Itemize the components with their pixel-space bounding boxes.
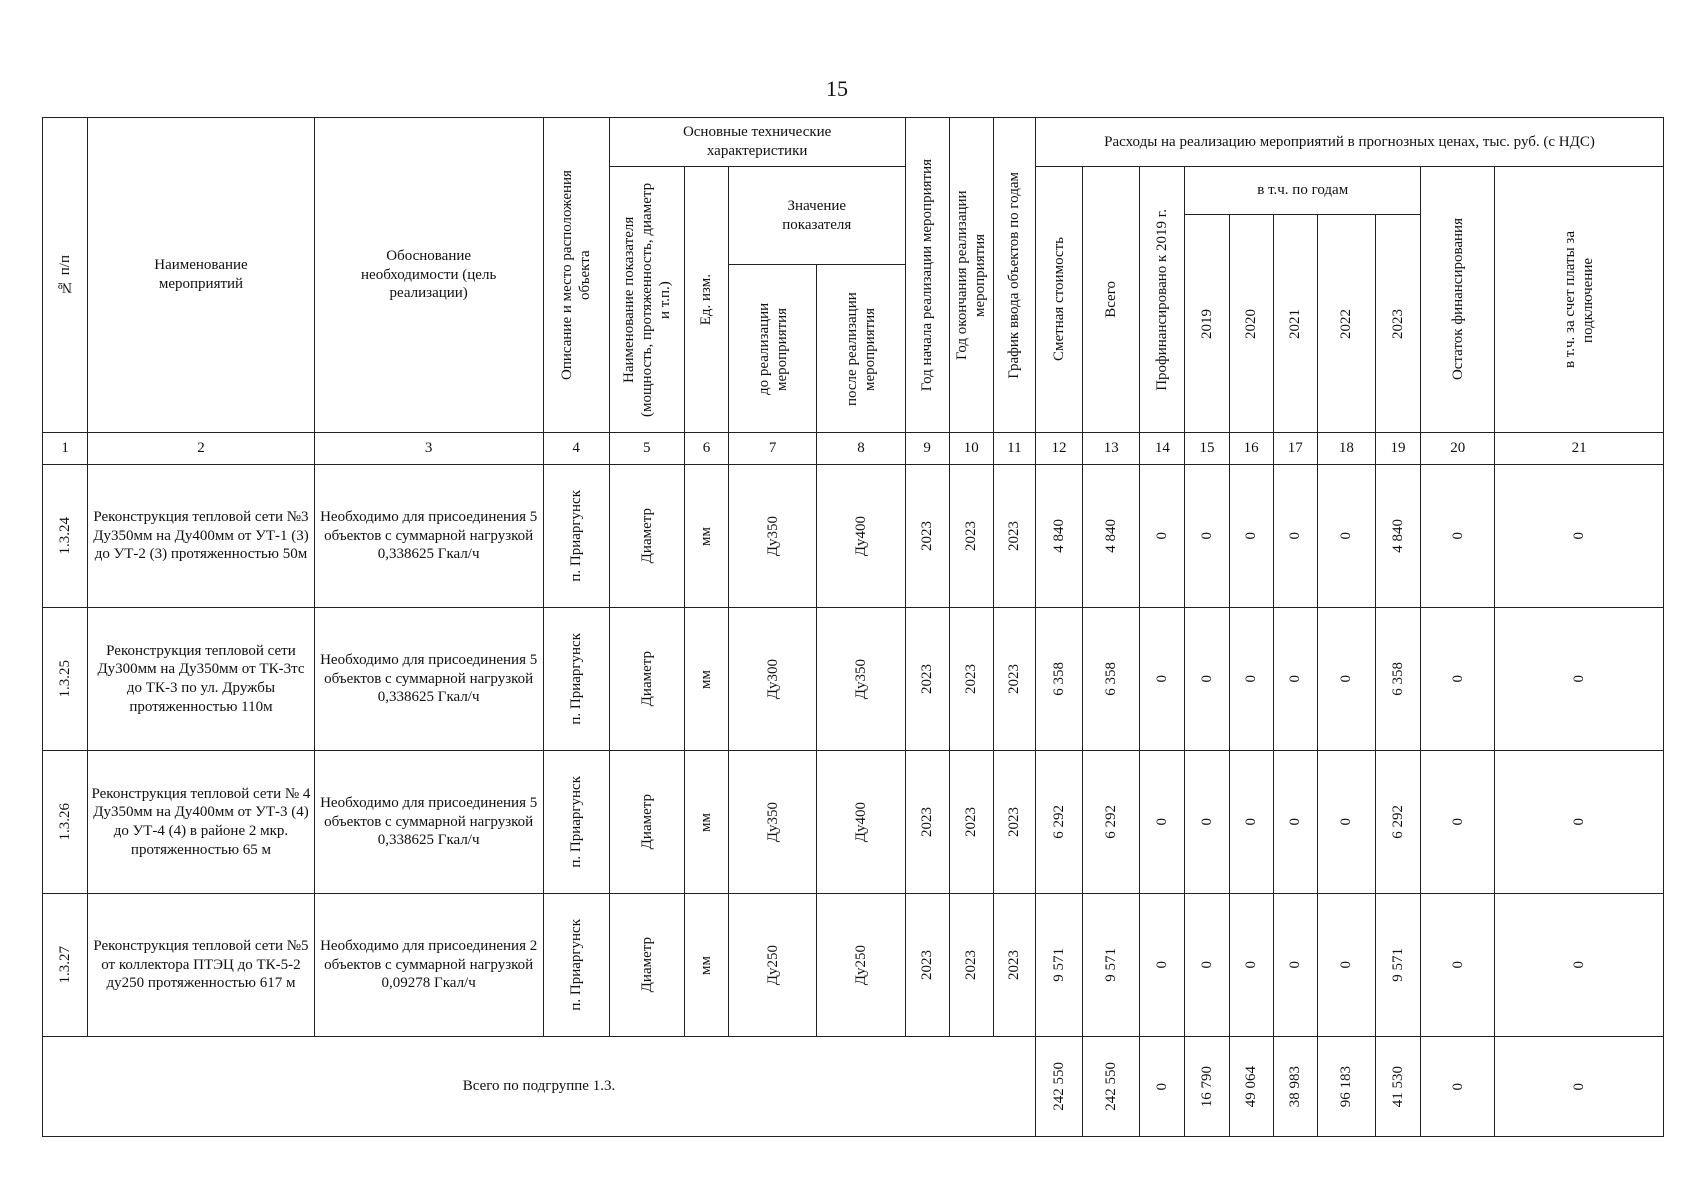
column-number: 15 <box>1185 433 1229 465</box>
total-total: 242 550 <box>1083 1037 1140 1137</box>
total-estimate: 242 550 <box>1035 1037 1082 1137</box>
location: п. Приаргунск <box>543 465 609 608</box>
total-connection-fee: 0 <box>1495 1037 1664 1137</box>
location: п. Приаргунск <box>543 608 609 751</box>
column-number: 3 <box>314 433 543 465</box>
column-number: 13 <box>1083 433 1140 465</box>
connection-fee: 0 <box>1495 894 1664 1037</box>
header-col-17: 2021 <box>1273 215 1317 433</box>
column-number: 19 <box>1375 433 1420 465</box>
indicator: Диаметр <box>609 608 684 751</box>
total-2019: 16 790 <box>1185 1037 1229 1137</box>
indicator: Диаметр <box>609 751 684 894</box>
column-number: 1 <box>43 433 88 465</box>
cost-2019: 0 <box>1185 608 1229 751</box>
total-cost: 4 840 <box>1083 465 1140 608</box>
indicator: Диаметр <box>609 465 684 608</box>
header-col-6: Ед. изм. <box>684 167 728 433</box>
measure-name: Реконструкция тепловой сети Ду300мм на Ду350мм от ТК-3тс до ТК-3 по ул. Дружбы протяженностью 110м <box>88 608 315 751</box>
table-row <box>43 751 1664 894</box>
header-col-3: Обоснование необходимости (цель реализации) <box>314 118 543 433</box>
row-number: 1.3.25 <box>43 608 88 751</box>
location: п. Приаргунск <box>543 894 609 1037</box>
header-value-group: Значение показателя <box>729 167 906 265</box>
cost-2021: 0 <box>1273 894 1317 1037</box>
value-after: Ду400 <box>817 465 905 608</box>
column-number: 5 <box>609 433 684 465</box>
measure-name: Реконструкция тепловой сети № 4 Ду350мм на Ду400мм от УТ-3 (4) до УТ-4 (4) в районе 2 мкр. протяженностью 65 м <box>88 751 315 894</box>
indicator: Диаметр <box>609 894 684 1037</box>
measure-reason: Необходимо для присоединения 5 объектов с суммарной нагрузкой 0,338625 Гкал/ч <box>314 608 543 751</box>
header-col-15: 2019 <box>1185 215 1229 433</box>
header-col-14: Профинансировано к 2019 г. <box>1140 167 1185 433</box>
schedule-year: 2023 <box>993 465 1035 608</box>
total-2022: 96 183 <box>1317 1037 1375 1137</box>
header-col-12: Сметная стоимость <box>1035 167 1082 433</box>
column-number: 11 <box>993 433 1035 465</box>
value-after: Ду250 <box>817 894 905 1037</box>
prefinanced: 0 <box>1140 608 1185 751</box>
cost-2020: 0 <box>1229 608 1273 751</box>
column-number: 9 <box>905 433 949 465</box>
cost-2021: 0 <box>1273 465 1317 608</box>
value-before: Ду300 <box>729 608 817 751</box>
page-number: 15 <box>826 76 848 101</box>
cost-2022: 0 <box>1317 465 1375 608</box>
measure-reason: Необходимо для присоединения 5 объектов с суммарной нагрузкой 0,338625 Гкал/ч <box>314 465 543 608</box>
prefinanced: 0 <box>1140 465 1185 608</box>
estimate-cost: 4 840 <box>1035 465 1082 608</box>
column-number: 18 <box>1317 433 1375 465</box>
column-number: 20 <box>1421 433 1495 465</box>
column-number: 8 <box>817 433 905 465</box>
header-cost-group: Расходы на реализацию мероприятий в прогнозных ценах, тыс. руб. (с НДС) <box>1035 118 1663 167</box>
value-after: Ду400 <box>817 751 905 894</box>
cost-2021: 0 <box>1273 751 1317 894</box>
total-2020: 49 064 <box>1229 1037 1273 1137</box>
cost-2020: 0 <box>1229 894 1273 1037</box>
cost-2021: 0 <box>1273 608 1317 751</box>
total-remainder: 0 <box>1421 1037 1495 1137</box>
column-number: 12 <box>1035 433 1082 465</box>
total-row <box>43 1037 1664 1137</box>
header-col-7: до реализации мероприятия <box>729 265 817 433</box>
start-year: 2023 <box>905 608 949 751</box>
row-number: 1.3.27 <box>43 894 88 1037</box>
remainder: 0 <box>1421 608 1495 751</box>
header-col-20: Остаток финансирования <box>1421 167 1495 433</box>
value-before: Ду350 <box>729 465 817 608</box>
header-col-9: Год начала реализации мероприятия <box>905 118 949 433</box>
header-col-4: Описание и место расположения объекта <box>543 118 609 433</box>
prefinanced: 0 <box>1140 894 1185 1037</box>
cost-2019: 0 <box>1185 465 1229 608</box>
start-year: 2023 <box>905 751 949 894</box>
header-col-8: после реализации мероприятия <box>817 265 905 433</box>
measure-reason: Необходимо для присоединения 2 объектов с суммарной нагрузкой 0,09278 Гкал/ч <box>314 894 543 1037</box>
cost-2023: 4 840 <box>1375 465 1420 608</box>
total-cost: 6 292 <box>1083 751 1140 894</box>
table-row <box>43 894 1664 1037</box>
cost-2020: 0 <box>1229 465 1273 608</box>
header-col-10: Год окончания реализации мероприятия <box>949 118 993 433</box>
connection-fee: 0 <box>1495 751 1664 894</box>
remainder: 0 <box>1421 894 1495 1037</box>
column-number: 6 <box>684 433 728 465</box>
unit: мм <box>684 751 728 894</box>
investment-table <box>42 117 1664 1137</box>
estimate-cost: 9 571 <box>1035 894 1082 1037</box>
header-col-18: 2022 <box>1317 215 1375 433</box>
column-number-row <box>43 433 1664 465</box>
schedule-year: 2023 <box>993 751 1035 894</box>
measure-name: Реконструкция тепловой сети №3 Ду350мм на Ду400мм от УТ-1 (3) до УТ-2 (3) протяженностью 50м <box>88 465 315 608</box>
header-col-16: 2020 <box>1229 215 1273 433</box>
unit: мм <box>684 465 728 608</box>
end-year: 2023 <box>949 608 993 751</box>
header-col-1: № п/п <box>43 118 88 433</box>
header-col-11: График ввода объектов по годам <box>993 118 1035 433</box>
column-number: 14 <box>1140 433 1185 465</box>
estimate-cost: 6 292 <box>1035 751 1082 894</box>
cost-2023: 9 571 <box>1375 894 1420 1037</box>
connection-fee: 0 <box>1495 465 1664 608</box>
table-row <box>43 465 1664 608</box>
measure-reason: Необходимо для присоединения 5 объектов с суммарной нагрузкой 0,338625 Гкал/ч <box>314 751 543 894</box>
column-number: 16 <box>1229 433 1273 465</box>
remainder: 0 <box>1421 465 1495 608</box>
total-prefinanced: 0 <box>1140 1037 1185 1137</box>
remainder: 0 <box>1421 751 1495 894</box>
cost-2022: 0 <box>1317 894 1375 1037</box>
end-year: 2023 <box>949 465 993 608</box>
table-row <box>43 608 1664 751</box>
end-year: 2023 <box>949 751 993 894</box>
cost-2022: 0 <box>1317 751 1375 894</box>
estimate-cost: 6 358 <box>1035 608 1082 751</box>
schedule-year: 2023 <box>993 608 1035 751</box>
total-2021: 38 983 <box>1273 1037 1317 1137</box>
cost-2020: 0 <box>1229 751 1273 894</box>
prefinanced: 0 <box>1140 751 1185 894</box>
total-cost: 6 358 <box>1083 608 1140 751</box>
header-col-19: 2023 <box>1375 215 1420 433</box>
unit: мм <box>684 608 728 751</box>
row-number: 1.3.26 <box>43 751 88 894</box>
header-col-13: Всего <box>1083 167 1140 433</box>
cost-2022: 0 <box>1317 608 1375 751</box>
location: п. Приаргунск <box>543 751 609 894</box>
column-number: 2 <box>88 433 315 465</box>
header-years-group: в т.ч. по годам <box>1185 167 1421 215</box>
start-year: 2023 <box>905 465 949 608</box>
end-year: 2023 <box>949 894 993 1037</box>
cost-2019: 0 <box>1185 751 1229 894</box>
column-number: 10 <box>949 433 993 465</box>
schedule-year: 2023 <box>993 894 1035 1037</box>
header-tech-group: Основные технические характеристики <box>609 118 905 167</box>
column-number: 7 <box>729 433 817 465</box>
total-cost: 9 571 <box>1083 894 1140 1037</box>
header-col-21: в т.ч. за счет платы за подключение <box>1495 167 1664 433</box>
total-2023: 41 530 <box>1375 1037 1420 1137</box>
column-number: 17 <box>1273 433 1317 465</box>
total-label: Всего по подгруппе 1.3. <box>43 1037 1036 1137</box>
unit: мм <box>684 894 728 1037</box>
column-number: 4 <box>543 433 609 465</box>
column-number: 21 <box>1495 433 1664 465</box>
value-before: Ду250 <box>729 894 817 1037</box>
cost-2023: 6 358 <box>1375 608 1420 751</box>
cost-2019: 0 <box>1185 894 1229 1037</box>
start-year: 2023 <box>905 894 949 1037</box>
header-col-5: Наименование показателя (мощность, протяженность, диаметр и т.п.) <box>609 167 684 433</box>
row-number: 1.3.24 <box>43 465 88 608</box>
header-col-2: Наименование мероприятий <box>88 118 315 433</box>
cost-2023: 6 292 <box>1375 751 1420 894</box>
measure-name: Реконструкция тепловой сети №5 от коллектора ПТЭЦ до ТК-5-2 ду250 протяженностью 617 м <box>88 894 315 1037</box>
value-before: Ду350 <box>729 751 817 894</box>
value-after: Ду350 <box>817 608 905 751</box>
connection-fee: 0 <box>1495 608 1664 751</box>
